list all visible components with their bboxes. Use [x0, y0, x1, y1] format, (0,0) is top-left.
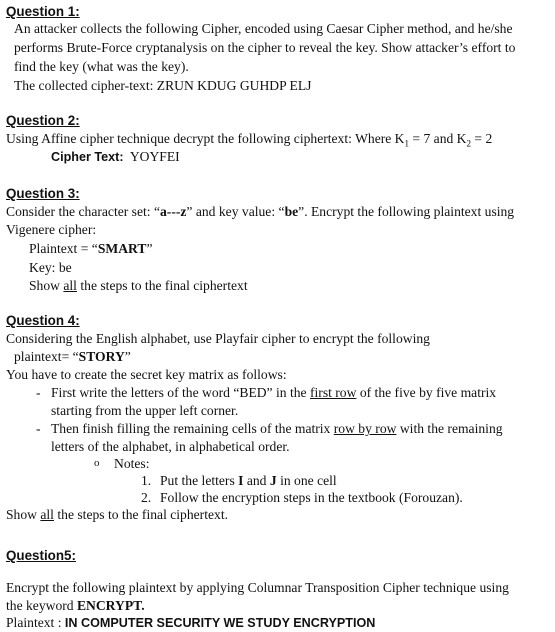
- b2-pre: Then finish filling the remaining cells of the matrix: [51, 421, 334, 436]
- bullet-2-marker: -: [36, 421, 41, 436]
- b1-post: of the five by five matrix: [356, 385, 497, 400]
- q3-text-a: Consider the character set: “: [6, 204, 160, 219]
- n1-mid: and: [243, 473, 270, 488]
- q3-plaintext-close: ”: [146, 241, 153, 256]
- question-2-text: Using Affine cipher technique decrypt the following ciphertext: Where K: [6, 131, 405, 146]
- cipher-text-label: Cipher Text:: [51, 150, 124, 164]
- bullet-2-continuation: letters of the alphabet, in alphabetical order.: [51, 439, 290, 454]
- question-1-ciphertext: The collected cipher-text: ZRUN KDUG GUHDP ELJ: [14, 78, 312, 93]
- q3-text-c: ”. Encrypt the following plaintext using: [298, 204, 515, 219]
- bullet-2-text: [51, 420, 503, 437]
- q3-plaintext-value: SMART: [97, 241, 147, 256]
- question-3-line-1: [6, 203, 514, 220]
- question-3-plaintext: [29, 240, 153, 257]
- q4-plaintext-value: STORY: [78, 349, 125, 364]
- question-3-show-steps: [29, 277, 248, 294]
- note-1-number: 1.: [141, 473, 152, 488]
- question-4-line-2: [14, 348, 131, 365]
- bullet-1-marker: -: [36, 385, 41, 400]
- question-5-line-1: Encrypt the following plaintext by applying Columnar Transposition Cipher technique using: [6, 580, 509, 595]
- question-1-line-3: find the key (what was the key).: [14, 59, 189, 74]
- q5-keyword-label: the keyword: [6, 598, 77, 613]
- question-4-show-steps: [6, 506, 228, 523]
- q3-text-b: ” and key value: “: [186, 204, 285, 219]
- n1-letter-i: I: [238, 473, 244, 488]
- question-4-line-1: Considering the English alphabet, use Playfair cipher to encrypt the following: [6, 331, 430, 346]
- q3-show-post: the steps to the final ciphertext: [76, 278, 248, 293]
- q4-show-pre: Show: [6, 507, 41, 522]
- question-3-heading: Question 3:: [6, 186, 80, 201]
- question-3-key: Key: be: [29, 260, 72, 275]
- note-2-text: Follow the encryption steps in the textbook (Forouzan).: [160, 490, 463, 505]
- q3-charset: a---z: [160, 204, 187, 219]
- question-4-heading: Question 4:: [6, 313, 80, 328]
- q3-show-pre: Show: [29, 278, 64, 293]
- n1-post: in one cell: [276, 473, 337, 488]
- question-1-heading: Question 1:: [6, 4, 80, 19]
- q4-plaintext-label: plaintext= “: [14, 349, 79, 364]
- bullet-1-continuation: starting from the upper left corner.: [51, 403, 239, 418]
- n1-pre: Put the letters: [160, 473, 239, 488]
- q4-show-post: the steps to the final ciphertext.: [53, 507, 228, 522]
- k1-subscript: 1: [404, 138, 409, 149]
- b1-pre: First write the letters of the word “BED” in the: [51, 385, 310, 400]
- question-4-line-3: You have to create the secret key matrix as follows:: [6, 367, 287, 382]
- question-1-line-1: An attacker collects the following Cipher, encoded using Caesar Cipher method, and he/she: [14, 21, 513, 36]
- b2-underlined: row by row: [333, 421, 397, 436]
- question-3-line-2: Vigenere cipher:: [6, 222, 97, 237]
- q5-keyword-value: ENCRYPT.: [76, 598, 145, 613]
- k2-subscript: 2: [466, 138, 472, 149]
- question-5-plaintext: [6, 614, 375, 632]
- q4-show-all: all: [40, 507, 54, 522]
- cipher-text-value: YOYFEI: [123, 149, 180, 164]
- notes-circle-marker: o: [94, 457, 100, 469]
- q5-plaintext-label: Plaintext :: [6, 615, 65, 630]
- notes-label: Notes:: [114, 456, 150, 471]
- question-5-line-2: [6, 597, 145, 614]
- q3-show-all: all: [63, 278, 77, 293]
- k1-value: = 7 and K: [409, 131, 467, 146]
- n1-letter-j: J: [269, 473, 277, 488]
- q3-key: be: [284, 204, 299, 219]
- question-1-line-2: performs Brute-Force cryptanalysis on the cipher to reveal the key. Show attacker’s effort to: [14, 40, 516, 55]
- question-2-heading: Question 2:: [6, 113, 80, 128]
- note-1-text: [160, 472, 337, 489]
- note-2-number: 2.: [141, 490, 152, 505]
- q5-plaintext-value: IN COMPUTER SECURITY WE STUDY ENCRYPTION: [64, 616, 376, 630]
- question-2-cipher-line: [51, 148, 180, 166]
- question-2-line-1: [6, 130, 492, 147]
- k2-value: = 2: [471, 131, 493, 146]
- q3-plaintext-label: Plaintext = “: [29, 241, 98, 256]
- bullet-1-text: [51, 384, 496, 401]
- q4-plaintext-close: ”: [124, 349, 131, 364]
- question-5-heading: Question5:: [6, 548, 76, 563]
- b2-post: with the remaining: [396, 421, 503, 436]
- b1-underlined: first row: [309, 385, 357, 400]
